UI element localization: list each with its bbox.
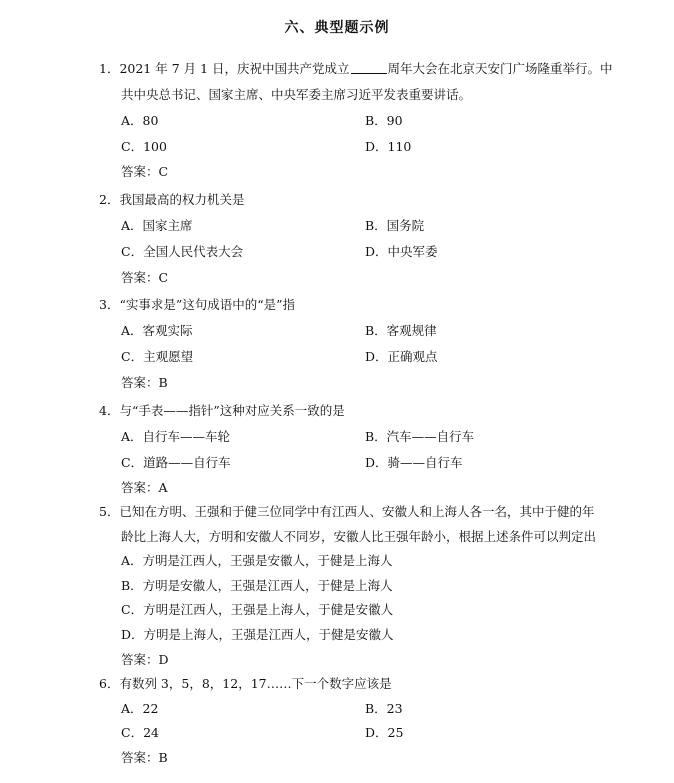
question-4-stem: [99, 403, 345, 419]
answer: 答案：B: [121, 750, 168, 765]
question-stem-text: 有数列 3，5，8，12，17……下一个数字应该是: [119, 676, 392, 691]
option-b: B．客观规律: [365, 323, 437, 338]
option-a: A．方明是江西人，王强是安徽人，于健是上海人: [121, 553, 393, 568]
fill-in-blank: [351, 61, 387, 74]
option-d: D．方明是上海人，王强是江西人，于健是安徽人: [121, 627, 394, 642]
question-stem-text: “实事求是”这句成语中的“是”指: [119, 297, 296, 312]
option-b: B．方明是安徽人，王强是江西人，于健是上海人: [121, 578, 393, 593]
option-c: C．方明是江西人，王强是上海人，于健是安徽人: [121, 602, 394, 617]
option-c: C．主观愿望: [121, 349, 194, 364]
option-b: B．90: [365, 113, 403, 128]
question-stem-text: 2021 年 7 月 1 日，庆祝中国共产党成立: [119, 61, 350, 76]
question-1-stem: [99, 61, 613, 77]
option-d: D．25: [365, 725, 404, 740]
question-number: 4．: [99, 403, 120, 418]
question-2-stem: [99, 192, 244, 208]
option-b: B．国务院: [365, 218, 425, 233]
question-6-stem: [99, 676, 392, 692]
question-stem-text: 周年大会在北京天安门广场隆重举行。中: [387, 61, 613, 76]
option-d: D．110: [365, 139, 412, 154]
answer: 答案：A: [121, 480, 168, 495]
page-title: 六、典型题示例: [284, 20, 390, 36]
question-number: 1．: [99, 61, 120, 76]
option-c: C．道路——自行车: [121, 455, 231, 470]
option-c: C．100: [121, 139, 167, 154]
question-stem-text: 已知在方明、王强和于健三位同学中有江西人、安徽人和上海人各一名，其中于健的年: [119, 504, 595, 519]
answer: 答案：B: [121, 375, 168, 390]
answer: 答案：C: [121, 270, 169, 285]
question-5-stem: [99, 504, 594, 520]
option-d: D．正确观点: [365, 349, 438, 364]
option-c: C．全国人民代表大会: [121, 244, 244, 259]
option-a: A．自行车——车轮: [121, 429, 231, 444]
answer: 答案：D: [121, 652, 169, 667]
option-d: D．骑——自行车: [365, 455, 463, 470]
option-a: A．国家主席: [121, 218, 193, 233]
answer: 答案：C: [121, 164, 169, 179]
question-stem-text: 与“手表——指针”这种对应关系一致的是: [119, 403, 345, 418]
option-a: A．22: [121, 701, 159, 716]
question-1-stem-line2: 共中央总书记、国家主席、中央军委主席习近平发表重要讲话。: [121, 87, 472, 102]
question-number: 5．: [99, 504, 120, 519]
option-a: A．80: [121, 113, 159, 128]
option-c: C．24: [121, 725, 159, 740]
question-5-stem-line2: 龄比上海人大，方明和安徽人不同岁，安徽人比王强年龄小，根据上述条件可以判定出: [121, 529, 597, 544]
question-3-stem: [99, 297, 295, 313]
option-a: A．客观实际: [121, 323, 193, 338]
option-b: B．23: [365, 701, 403, 716]
question-number: 3．: [99, 297, 120, 312]
option-d: D．中央军委: [365, 244, 438, 259]
question-stem-text: 我国最高的权力机关是: [119, 192, 245, 207]
question-number: 2．: [99, 192, 120, 207]
option-b: B．汽车——自行车: [365, 429, 475, 444]
question-number: 6．: [99, 676, 120, 691]
